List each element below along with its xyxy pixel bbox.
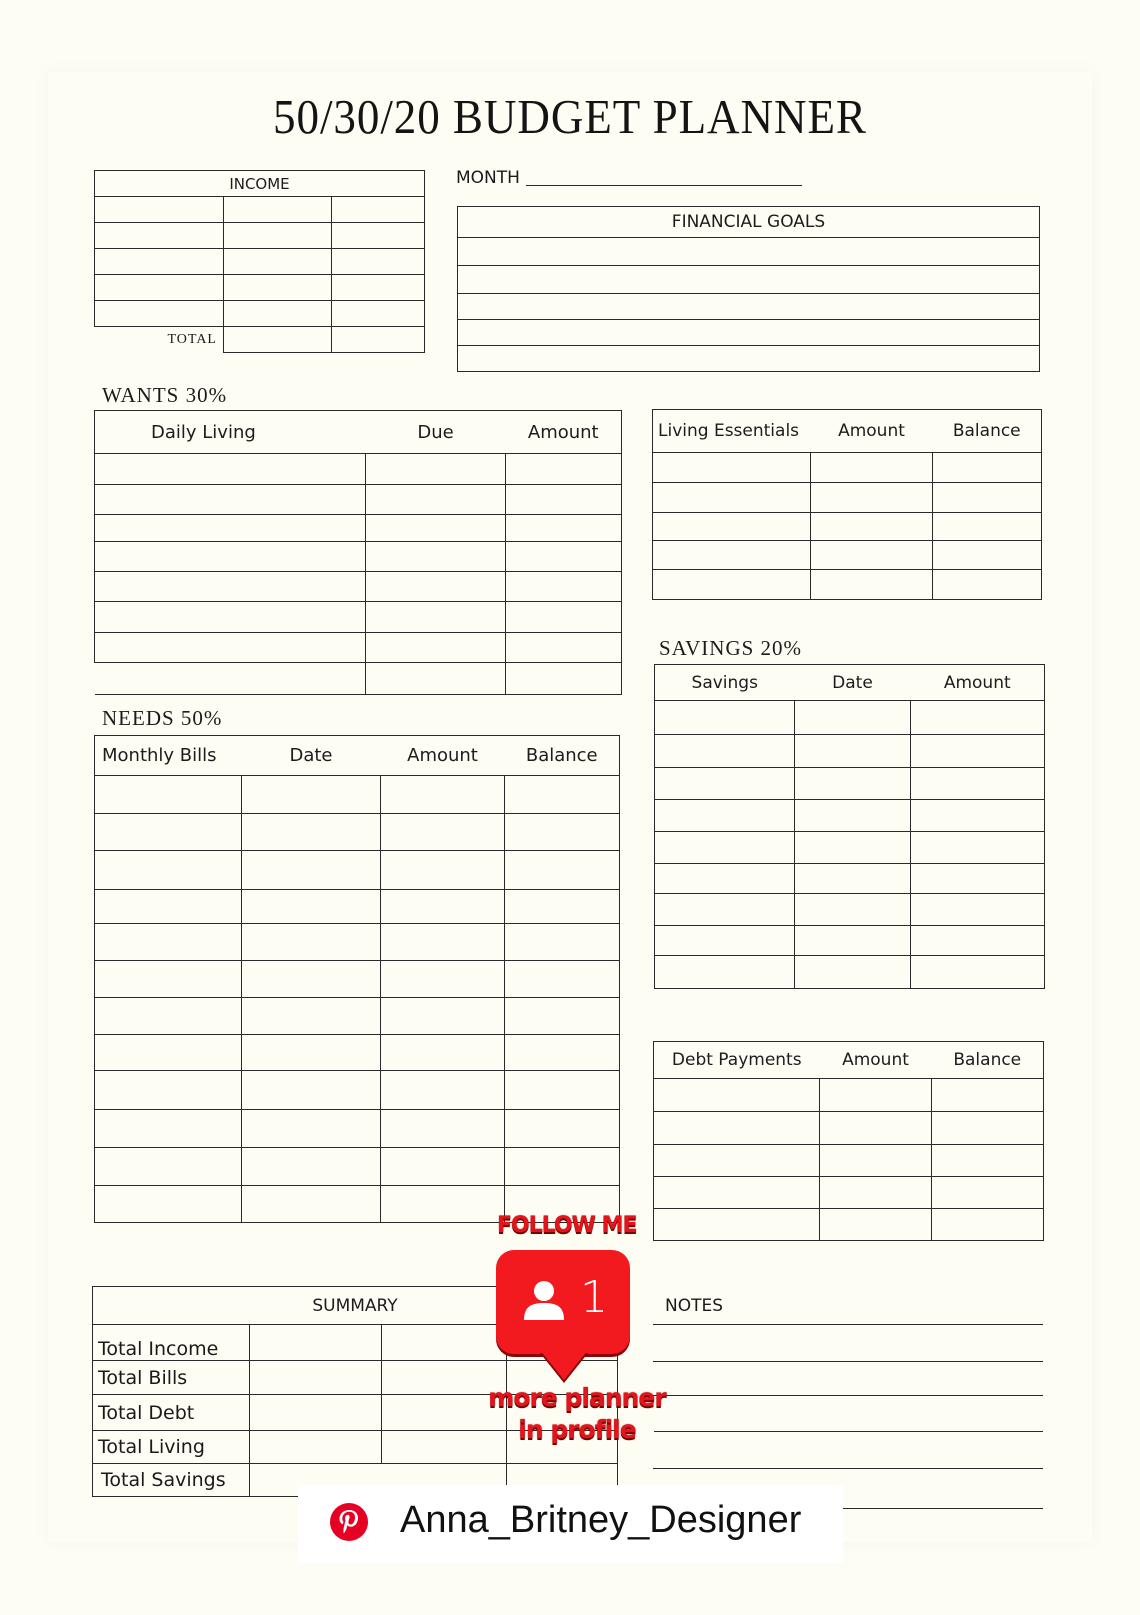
wants-cell[interactable] [95, 515, 366, 542]
living-essentials-cell[interactable] [933, 453, 1042, 483]
needs-cell[interactable] [505, 1035, 620, 1071]
cta-line-1: more planner [488, 1383, 666, 1412]
needs-cell[interactable] [95, 1110, 242, 1148]
needs-cell[interactable] [505, 1148, 620, 1186]
needs-cell[interactable] [505, 814, 620, 851]
savings-cell[interactable] [911, 735, 1045, 768]
summary-cell[interactable] [250, 1431, 382, 1464]
debt-cell[interactable] [654, 1112, 820, 1145]
needs-cell[interactable] [381, 814, 505, 851]
follower-badge[interactable] [496, 1250, 630, 1354]
living-essentials-cell[interactable] [653, 483, 811, 513]
wants-table [94, 410, 622, 695]
living-essentials-cell[interactable] [653, 453, 811, 483]
savings-cell[interactable] [795, 956, 911, 989]
debt-cell[interactable] [820, 1145, 932, 1177]
income-cell[interactable] [224, 249, 332, 275]
summary-cell[interactable] [250, 1325, 382, 1361]
needs-cell[interactable] [242, 1071, 381, 1110]
wants-cell[interactable] [506, 542, 622, 572]
goal-line[interactable] [458, 238, 1040, 266]
needs-cell[interactable] [95, 776, 242, 814]
debt-cell[interactable] [932, 1145, 1044, 1177]
needs-cell[interactable] [95, 1071, 242, 1110]
needs-cell[interactable] [381, 890, 505, 924]
notes-line[interactable] [653, 1468, 1043, 1469]
goal-line[interactable] [458, 346, 1040, 372]
income-cell[interactable] [95, 223, 224, 249]
living-essentials-cell[interactable] [653, 541, 811, 570]
living-essentials-col-name: Living Essentials [653, 410, 811, 453]
living-essentials-table [652, 409, 1042, 600]
debt-cell[interactable] [932, 1177, 1044, 1209]
debt-cell[interactable] [820, 1079, 932, 1112]
needs-cell[interactable] [242, 1110, 381, 1148]
living-essentials-cell[interactable] [811, 453, 933, 483]
wants-cell[interactable] [95, 663, 366, 695]
wants-cell[interactable] [95, 485, 366, 515]
living-essentials-cell[interactable] [933, 541, 1042, 570]
wants-cell[interactable] [506, 663, 622, 695]
notes-line[interactable] [653, 1324, 1043, 1325]
savings-cell[interactable] [795, 701, 911, 735]
notes-header: NOTES [665, 1296, 724, 1316]
summary-label-total-debt: Total Debt [93, 1395, 250, 1431]
needs-table [94, 735, 620, 1223]
savings-col-savings: Savings [655, 665, 795, 701]
wants-cell[interactable] [366, 515, 506, 542]
needs-cell[interactable] [242, 890, 381, 924]
income-total-cell[interactable] [224, 327, 332, 353]
living-essentials-cell[interactable] [933, 513, 1042, 541]
page-title: 50/30/20 BUDGET PLANNER [273, 89, 867, 144]
needs-cell[interactable] [95, 1186, 242, 1223]
needs-cell[interactable] [242, 1186, 381, 1223]
month-field[interactable] [526, 185, 802, 186]
goal-line[interactable] [458, 266, 1040, 294]
watermark-username: Anna_Britney_Designer [400, 1499, 802, 1541]
debt-cell[interactable] [932, 1079, 1044, 1112]
wants-cell[interactable] [366, 633, 506, 663]
financial-goals-table [457, 206, 1040, 372]
notes-line[interactable] [654, 1431, 1043, 1432]
summary-label-total-living: Total Living [93, 1431, 250, 1464]
income-cell[interactable] [224, 223, 332, 249]
income-cell[interactable] [95, 249, 224, 275]
savings-cell[interactable] [795, 832, 911, 864]
savings-cell[interactable] [795, 800, 911, 832]
income-cell[interactable] [95, 197, 224, 223]
needs-cell[interactable] [381, 851, 505, 890]
wants-cell[interactable] [506, 572, 622, 602]
needs-cell[interactable] [505, 890, 620, 924]
needs-cell[interactable] [242, 961, 381, 998]
savings-cell[interactable] [795, 864, 911, 894]
needs-cell[interactable] [242, 1035, 381, 1071]
summary-label-total-income: Total Income [93, 1325, 250, 1361]
savings-cell[interactable] [911, 926, 1045, 956]
savings-cell[interactable] [655, 800, 795, 832]
savings-table [654, 664, 1045, 989]
debt-cell[interactable] [932, 1209, 1044, 1241]
needs-cell[interactable] [242, 924, 381, 961]
needs-cell[interactable] [381, 961, 505, 998]
savings-col-amount: Amount [911, 665, 1045, 701]
needs-cell[interactable] [505, 924, 620, 961]
summary-cell[interactable] [382, 1325, 507, 1361]
needs-cell[interactable] [95, 924, 242, 961]
summary-header: SUMMARY [93, 1287, 618, 1325]
needs-cell[interactable] [95, 890, 242, 924]
wants-cell[interactable] [366, 602, 506, 633]
needs-cell[interactable] [381, 1035, 505, 1071]
notes-line[interactable] [653, 1395, 1043, 1396]
needs-cell[interactable] [242, 998, 381, 1035]
living-essentials-col-balance: Balance [933, 410, 1042, 453]
pinterest-icon [329, 1502, 369, 1542]
savings-cell[interactable] [655, 926, 795, 956]
needs-cell[interactable] [505, 961, 620, 998]
needs-cell[interactable] [505, 776, 620, 814]
savings-col-date: Date [795, 665, 911, 701]
savings-cell[interactable] [655, 768, 795, 800]
needs-cell[interactable] [381, 1148, 505, 1186]
goal-line[interactable] [458, 320, 1040, 346]
needs-cell[interactable] [381, 1071, 505, 1110]
savings-cell[interactable] [795, 894, 911, 926]
debt-cell[interactable] [820, 1112, 932, 1145]
living-essentials-cell[interactable] [811, 483, 933, 513]
savings-cell[interactable] [795, 926, 911, 956]
needs-cell[interactable] [242, 776, 381, 814]
needs-cell[interactable] [95, 1035, 242, 1071]
debt-cell[interactable] [820, 1177, 932, 1209]
wants-col-due: Due [366, 411, 506, 454]
savings-cell[interactable] [911, 956, 1045, 989]
living-essentials-cell[interactable] [811, 513, 933, 541]
wants-cell[interactable] [506, 602, 622, 633]
income-table [94, 170, 425, 353]
debt-payments-table [653, 1041, 1044, 1241]
income-cell[interactable] [332, 197, 425, 223]
needs-cell[interactable] [95, 961, 242, 998]
wants-col-daily-living: Daily Living [95, 411, 366, 454]
savings-cell[interactable] [655, 864, 795, 894]
needs-cell[interactable] [381, 924, 505, 961]
needs-cell[interactable] [95, 998, 242, 1035]
income-cell[interactable] [224, 275, 332, 301]
debt-cell[interactable] [654, 1209, 820, 1241]
income-header: INCOME [95, 171, 425, 197]
income-cell[interactable] [332, 275, 425, 301]
month-label: MONTH [456, 168, 520, 188]
needs-section-title: NEEDS 50% [102, 706, 223, 730]
income-cell[interactable] [95, 301, 224, 327]
wants-cell[interactable] [506, 485, 622, 515]
living-essentials-cell[interactable] [653, 570, 811, 600]
wants-section-title: WANTS 30% [102, 383, 228, 407]
living-essentials-col-amount: Amount [811, 410, 933, 453]
savings-cell[interactable] [911, 800, 1045, 832]
debt-col-payments: Debt Payments [654, 1042, 820, 1079]
wants-cell[interactable] [95, 542, 366, 572]
savings-cell[interactable] [655, 701, 795, 735]
living-essentials-cell[interactable] [653, 513, 811, 541]
income-cell[interactable] [224, 301, 332, 327]
wants-cell[interactable] [506, 454, 622, 485]
notes-line[interactable] [653, 1361, 1043, 1362]
income-total-cell[interactable] [332, 327, 425, 353]
needs-cell[interactable] [95, 851, 242, 890]
badge-tail [540, 1350, 588, 1380]
needs-col-monthly-bills: Monthly Bills [95, 736, 242, 776]
debt-cell[interactable] [820, 1209, 932, 1241]
income-total-label: TOTAL [95, 327, 224, 353]
wants-col-amount: Amount [506, 411, 622, 454]
summary-label-total-savings: Total Savings [93, 1464, 250, 1497]
savings-cell[interactable] [795, 768, 911, 800]
needs-col-amount: Amount [381, 736, 505, 776]
cta-line-2: in profile [518, 1415, 636, 1444]
wants-cell[interactable] [95, 602, 366, 633]
needs-cell[interactable] [505, 851, 620, 890]
wants-cell[interactable] [506, 633, 622, 663]
debt-cell[interactable] [654, 1079, 820, 1112]
savings-cell[interactable] [911, 832, 1045, 864]
debt-cell[interactable] [654, 1145, 820, 1177]
savings-section-title: SAVINGS 20% [659, 636, 803, 660]
wants-cell[interactable] [95, 633, 366, 663]
debt-col-amount: Amount [820, 1042, 932, 1079]
financial-goals-header: FINANCIAL GOALS [458, 207, 1040, 238]
living-essentials-cell[interactable] [933, 570, 1042, 600]
wants-cell[interactable] [95, 454, 366, 485]
savings-cell[interactable] [911, 894, 1045, 926]
needs-cell[interactable] [505, 1110, 620, 1148]
savings-cell[interactable] [655, 735, 795, 768]
debt-cell[interactable] [932, 1112, 1044, 1145]
savings-cell[interactable] [911, 768, 1045, 800]
pinterest-watermark[interactable] [298, 1485, 843, 1563]
wants-cell[interactable] [95, 572, 366, 602]
needs-cell[interactable] [381, 1186, 505, 1223]
needs-cell[interactable] [242, 1148, 381, 1186]
needs-cell[interactable] [95, 1148, 242, 1186]
needs-col-date: Date [242, 736, 381, 776]
wants-cell[interactable] [366, 485, 506, 515]
income-cell[interactable] [332, 223, 425, 249]
needs-cell[interactable] [381, 998, 505, 1035]
summary-label-total-bills: Total Bills [93, 1361, 250, 1395]
living-essentials-cell[interactable] [811, 570, 933, 600]
debt-cell[interactable] [654, 1177, 820, 1209]
wants-cell[interactable] [366, 572, 506, 602]
savings-cell[interactable] [795, 735, 911, 768]
savings-cell[interactable] [655, 956, 795, 989]
goal-line[interactable] [458, 294, 1040, 320]
income-cell[interactable] [224, 197, 332, 223]
follower-count: 1 [580, 1272, 608, 1323]
summary-cell[interactable] [250, 1361, 382, 1395]
savings-cell[interactable] [655, 894, 795, 926]
needs-cell[interactable] [505, 1071, 620, 1110]
needs-cell[interactable] [505, 998, 620, 1035]
income-cell[interactable] [95, 275, 224, 301]
wants-cell[interactable] [506, 515, 622, 542]
income-cell[interactable] [332, 301, 425, 327]
wants-cell[interactable] [366, 542, 506, 572]
wants-cell[interactable] [366, 663, 506, 695]
debt-col-balance: Balance [932, 1042, 1044, 1079]
needs-cell[interactable] [381, 776, 505, 814]
needs-col-balance: Balance [505, 736, 620, 776]
wants-cell[interactable] [366, 454, 506, 485]
savings-cell[interactable] [911, 864, 1045, 894]
needs-cell[interactable] [242, 851, 381, 890]
savings-cell[interactable] [655, 832, 795, 864]
living-essentials-cell[interactable] [811, 541, 933, 570]
living-essentials-cell[interactable] [933, 483, 1042, 513]
savings-cell[interactable] [911, 701, 1045, 735]
follow-me-text: FOLLOW ME [497, 1213, 637, 1238]
needs-cell[interactable] [381, 1110, 505, 1148]
needs-cell[interactable] [95, 814, 242, 851]
summary-cell[interactable] [250, 1395, 382, 1431]
needs-cell[interactable] [242, 814, 381, 851]
income-cell[interactable] [332, 249, 425, 275]
user-icon [522, 1280, 566, 1322]
